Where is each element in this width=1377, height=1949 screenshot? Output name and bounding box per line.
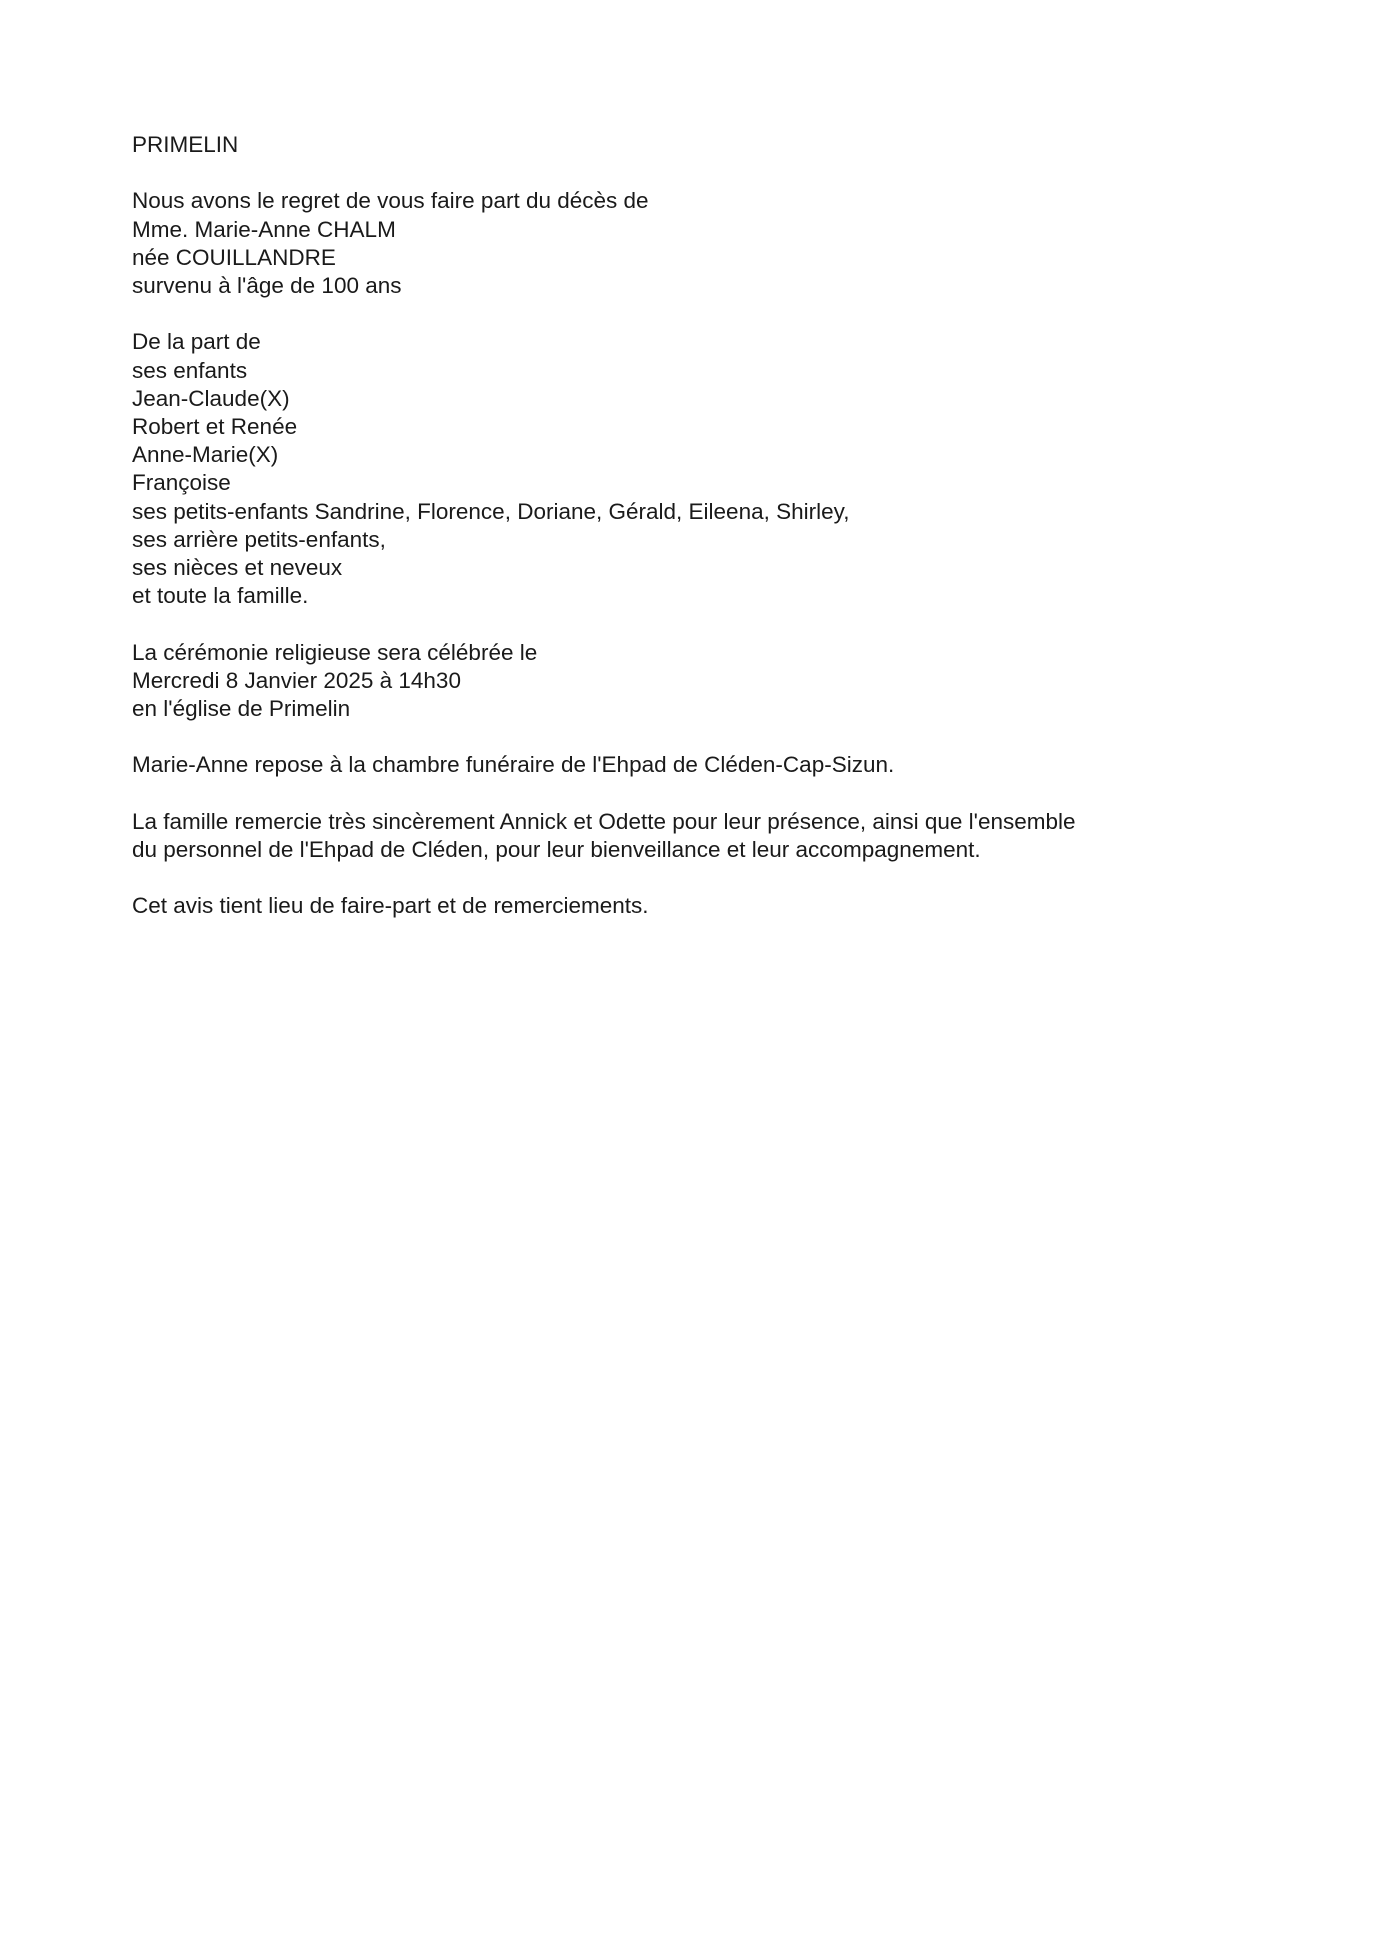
child-name: Françoise bbox=[132, 470, 231, 496]
child-name: Anne-Marie(X) bbox=[132, 442, 279, 468]
obituary-text bbox=[132, 131, 1252, 949]
child-name: Jean-Claude(X) bbox=[132, 385, 290, 411]
ceremony-place: en l'église de Primelin bbox=[132, 696, 351, 722]
great-grandchildren-line: ses arrière petits-enfants, bbox=[132, 526, 386, 552]
deceased-name: Mme. Marie-Anne CHALM bbox=[132, 216, 396, 242]
announcement-intro: Nous avons le regret de vous faire part du décès de bbox=[132, 188, 649, 214]
closing-note: Cet avis tient lieu de faire-part et de remerciements. bbox=[132, 893, 649, 919]
family-block bbox=[132, 328, 1252, 610]
ceremony-intro: La cérémonie religieuse sera célébrée le bbox=[132, 639, 538, 665]
grandchildren-line: ses petits-enfants Sandrine, Florence, Doriane, Gérald, Eileena, Shirley, bbox=[132, 498, 850, 524]
ceremony-block bbox=[132, 639, 1252, 724]
children-label: ses enfants bbox=[132, 357, 248, 383]
nieces-nephews-line: ses nièces et neveux bbox=[132, 555, 343, 581]
announcement-block bbox=[132, 187, 1252, 300]
heading-block bbox=[132, 131, 1252, 159]
age-at-death: survenu à l'âge de 100 ans bbox=[132, 273, 402, 298]
whole-family-line: et toute la famille. bbox=[132, 583, 309, 609]
rest-location: Marie-Anne repose à la chambre funéraire de l'Ehpad de Cléden-Cap-Sizun. bbox=[132, 752, 895, 778]
rest-block bbox=[132, 751, 1252, 779]
child-name: Robert et Renée bbox=[132, 414, 298, 439]
thanks-block bbox=[132, 808, 1252, 864]
town-heading: PRIMELIN bbox=[132, 132, 239, 157]
thanks-line: La famille remercie très sincèrement Annick et Odette pour leur présence, ainsi que l'ensemble bbox=[132, 808, 1076, 834]
family-intro: De la part de bbox=[132, 329, 261, 355]
closing-block bbox=[132, 892, 1252, 920]
maiden-name: née COUILLANDRE bbox=[132, 244, 336, 270]
thanks-line: du personnel de l'Ehpad de Cléden, pour leur bienveillance et leur accompagnement. bbox=[132, 837, 981, 862]
ceremony-date: Mercredi 8 Janvier 2025 à 14h30 bbox=[132, 667, 461, 693]
